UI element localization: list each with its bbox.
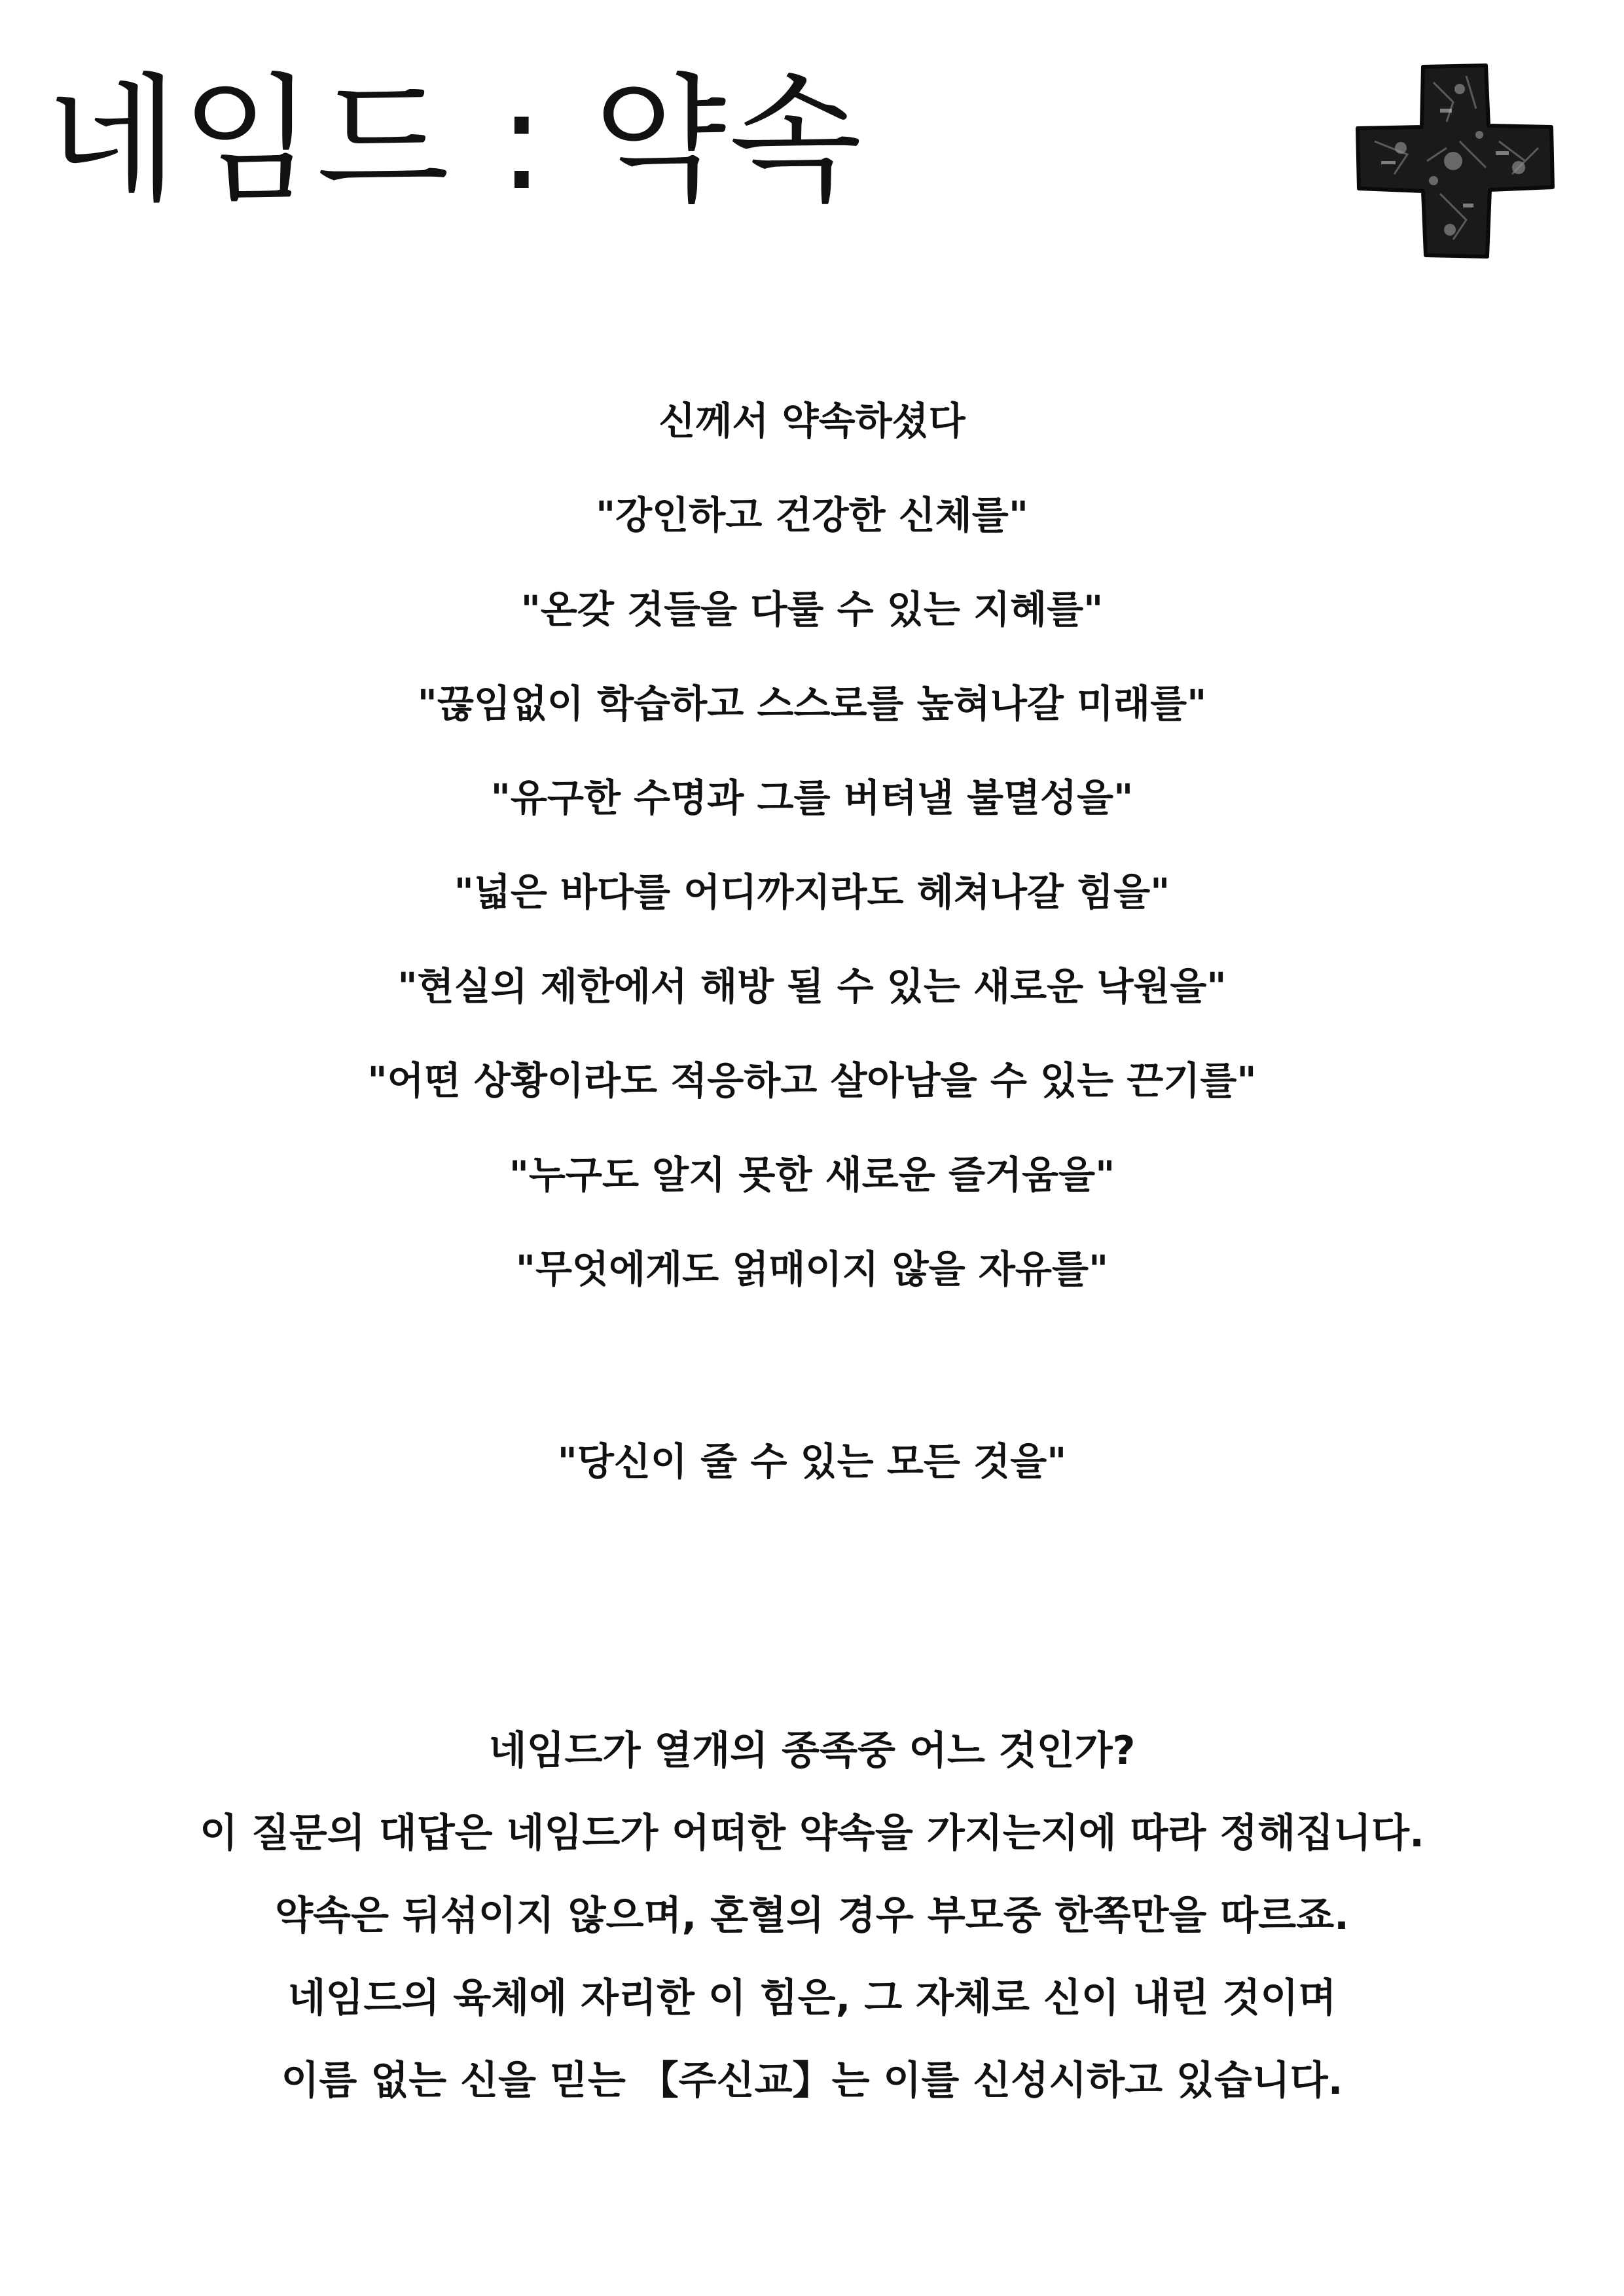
promise-line: "온갖 것들을 다룰 수 있는 지혜를"	[520, 587, 1104, 632]
explanation-paragraph	[0, 1728, 1624, 2140]
explanation-line: 약속은 뒤섞이지 않으며, 혼혈의 경우 부모중 한쪽만을 따르죠.	[275, 1893, 1349, 1939]
promise-line: "넓은 바다를 어디까지라도 헤쳐나갈 힘을"	[454, 870, 1170, 914]
explanation-line: 네임드의 육체에 자리한 이 힘은, 그 자체로 신이 내린 것이며	[287, 1975, 1337, 2021]
promise-line: "현실의 제한에서 해방 될 수 있는 새로운 낙원을"	[397, 964, 1227, 1009]
explanation-line: 네임드가 열개의 종족중 어느 것인가?	[488, 1728, 1136, 1774]
promise-final: "당신이 줄 수 있는 모든 것을"	[557, 1439, 1067, 1484]
page-title: 네임드 : 약속	[46, 60, 865, 221]
promise-line: "누구도 알지 못한 새로운 즐거움을"	[509, 1153, 1115, 1197]
promise-intro: 신께서 약속하셨다	[659, 399, 965, 443]
promise-line: "유구한 수명과 그를 버텨낼 불멸성을"	[490, 776, 1134, 820]
promise-line: "강인하고 건강한 신체를"	[595, 493, 1029, 537]
explanation-line: 이 질문의 대답은 네임드가 어떠한 약속을 가지는지에 따라 정해집니다.	[200, 1810, 1424, 1856]
cross-icon	[1355, 63, 1555, 259]
promise-list	[0, 399, 1624, 1342]
promise-line: "어떤 상황이라도 적응하고 살아남을 수 있는 끈기를"	[367, 1058, 1257, 1103]
explanation-line: 이름 없는 신을 믿는 【주신교】는 이를 신성시하고 있습니다.	[281, 2058, 1343, 2104]
promise-line: "무엇에게도 얽매이지 않을 자유를"	[515, 1247, 1109, 1291]
promise-line: "끊임없이 학습하고 스스로를 높혀나갈 미래를"	[417, 681, 1207, 726]
